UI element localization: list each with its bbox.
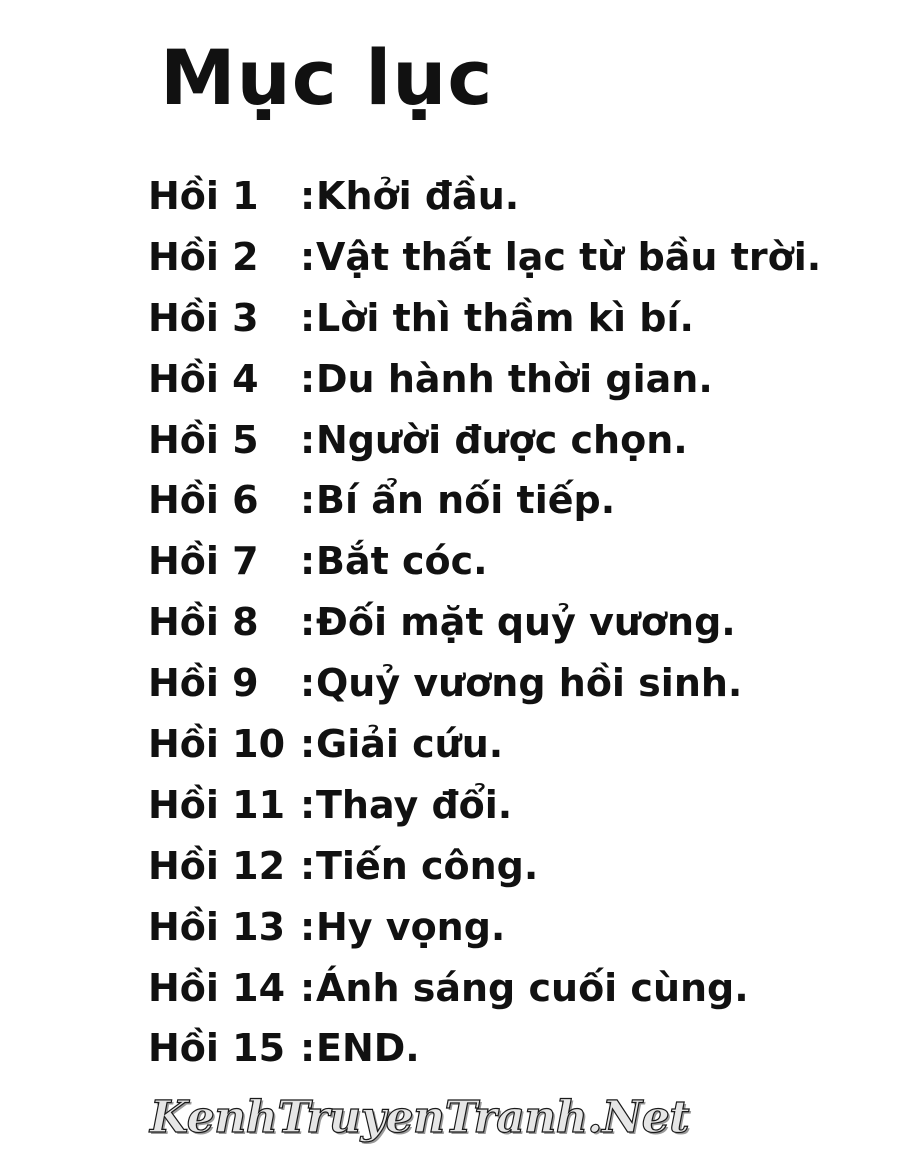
toc-item-5 — [148, 410, 821, 471]
toc-item-4 — [148, 349, 821, 410]
toc-item-13 — [148, 897, 821, 958]
chapter-separator: : — [300, 295, 316, 340]
chapter-title: Quỷ vương hồi sinh. — [316, 661, 743, 706]
table-of-contents — [148, 166, 821, 1079]
chapter-number: Hồi 2 — [148, 234, 259, 279]
toc-item-3 — [148, 288, 821, 349]
chapter-title: Vật thất lạc từ bầu trời. — [316, 234, 822, 279]
chapter-separator: : — [300, 417, 316, 462]
chapter-separator: : — [300, 904, 316, 949]
chapter-number: Hồi 13 — [148, 904, 286, 949]
chapter-separator: : — [300, 1026, 316, 1071]
chapter-title: Tiến công. — [316, 843, 539, 888]
chapter-separator: : — [300, 234, 316, 279]
toc-item-12 — [148, 836, 821, 897]
page-title: Mục lục — [160, 33, 494, 122]
chapter-separator: : — [300, 843, 316, 888]
chapter-number: Hồi 8 — [148, 600, 259, 645]
toc-item-15 — [148, 1018, 821, 1079]
chapter-number: Hồi 7 — [148, 539, 259, 584]
chapter-title: Thay đổi. — [316, 782, 513, 827]
chapter-number: Hồi 10 — [148, 722, 286, 767]
toc-item-11 — [148, 775, 821, 836]
chapter-number: Hồi 9 — [148, 661, 259, 706]
toc-item-10 — [148, 714, 821, 775]
chapter-separator: : — [300, 539, 316, 584]
chapter-title: Ánh sáng cuối cùng. — [316, 965, 749, 1010]
site-watermark: KenhTruyenTranh.Net — [150, 1092, 690, 1143]
chapter-number: Hồi 3 — [148, 295, 259, 340]
chapter-separator: : — [300, 965, 316, 1010]
chapter-separator: : — [300, 661, 316, 706]
chapter-title: Giải cứu. — [316, 722, 504, 767]
chapter-number: Hồi 1 — [148, 174, 259, 218]
chapter-title: Hy vọng. — [316, 904, 506, 949]
toc-item-1 — [148, 166, 821, 227]
chapter-title: Bí ẩn nối tiếp. — [316, 478, 616, 523]
toc-item-7 — [148, 531, 821, 592]
toc-item-9 — [148, 653, 821, 714]
chapter-number: Hồi 5 — [148, 417, 259, 462]
chapter-number: Hồi 14 — [148, 965, 286, 1010]
chapter-title: Du hành thời gian. — [316, 356, 713, 401]
chapter-number: Hồi 6 — [148, 478, 259, 523]
chapter-number: Hồi 4 — [148, 356, 259, 401]
toc-item-6 — [148, 470, 821, 531]
chapter-separator: : — [300, 356, 316, 401]
toc-item-8 — [148, 592, 821, 653]
toc-item-14 — [148, 958, 821, 1019]
chapter-separator: : — [300, 722, 316, 767]
chapter-number: Hồi 11 — [148, 782, 286, 827]
chapter-title: Đối mặt quỷ vương. — [316, 600, 736, 645]
chapter-separator: : — [300, 600, 316, 645]
chapter-separator: : — [300, 478, 316, 523]
chapter-number: Hồi 12 — [148, 843, 286, 888]
chapter-separator: : — [300, 782, 316, 827]
toc-item-2 — [148, 227, 821, 288]
chapter-title: END. — [316, 1026, 420, 1071]
chapter-number: Hồi 15 — [148, 1026, 286, 1071]
chapter-title: Lời thì thầm kì bí. — [316, 295, 694, 340]
chapter-title: Người được chọn. — [316, 417, 688, 462]
chapter-title: Khởi đầu. — [316, 174, 520, 218]
chapter-separator: : — [300, 174, 316, 218]
chapter-title: Bắt cóc. — [316, 539, 488, 584]
